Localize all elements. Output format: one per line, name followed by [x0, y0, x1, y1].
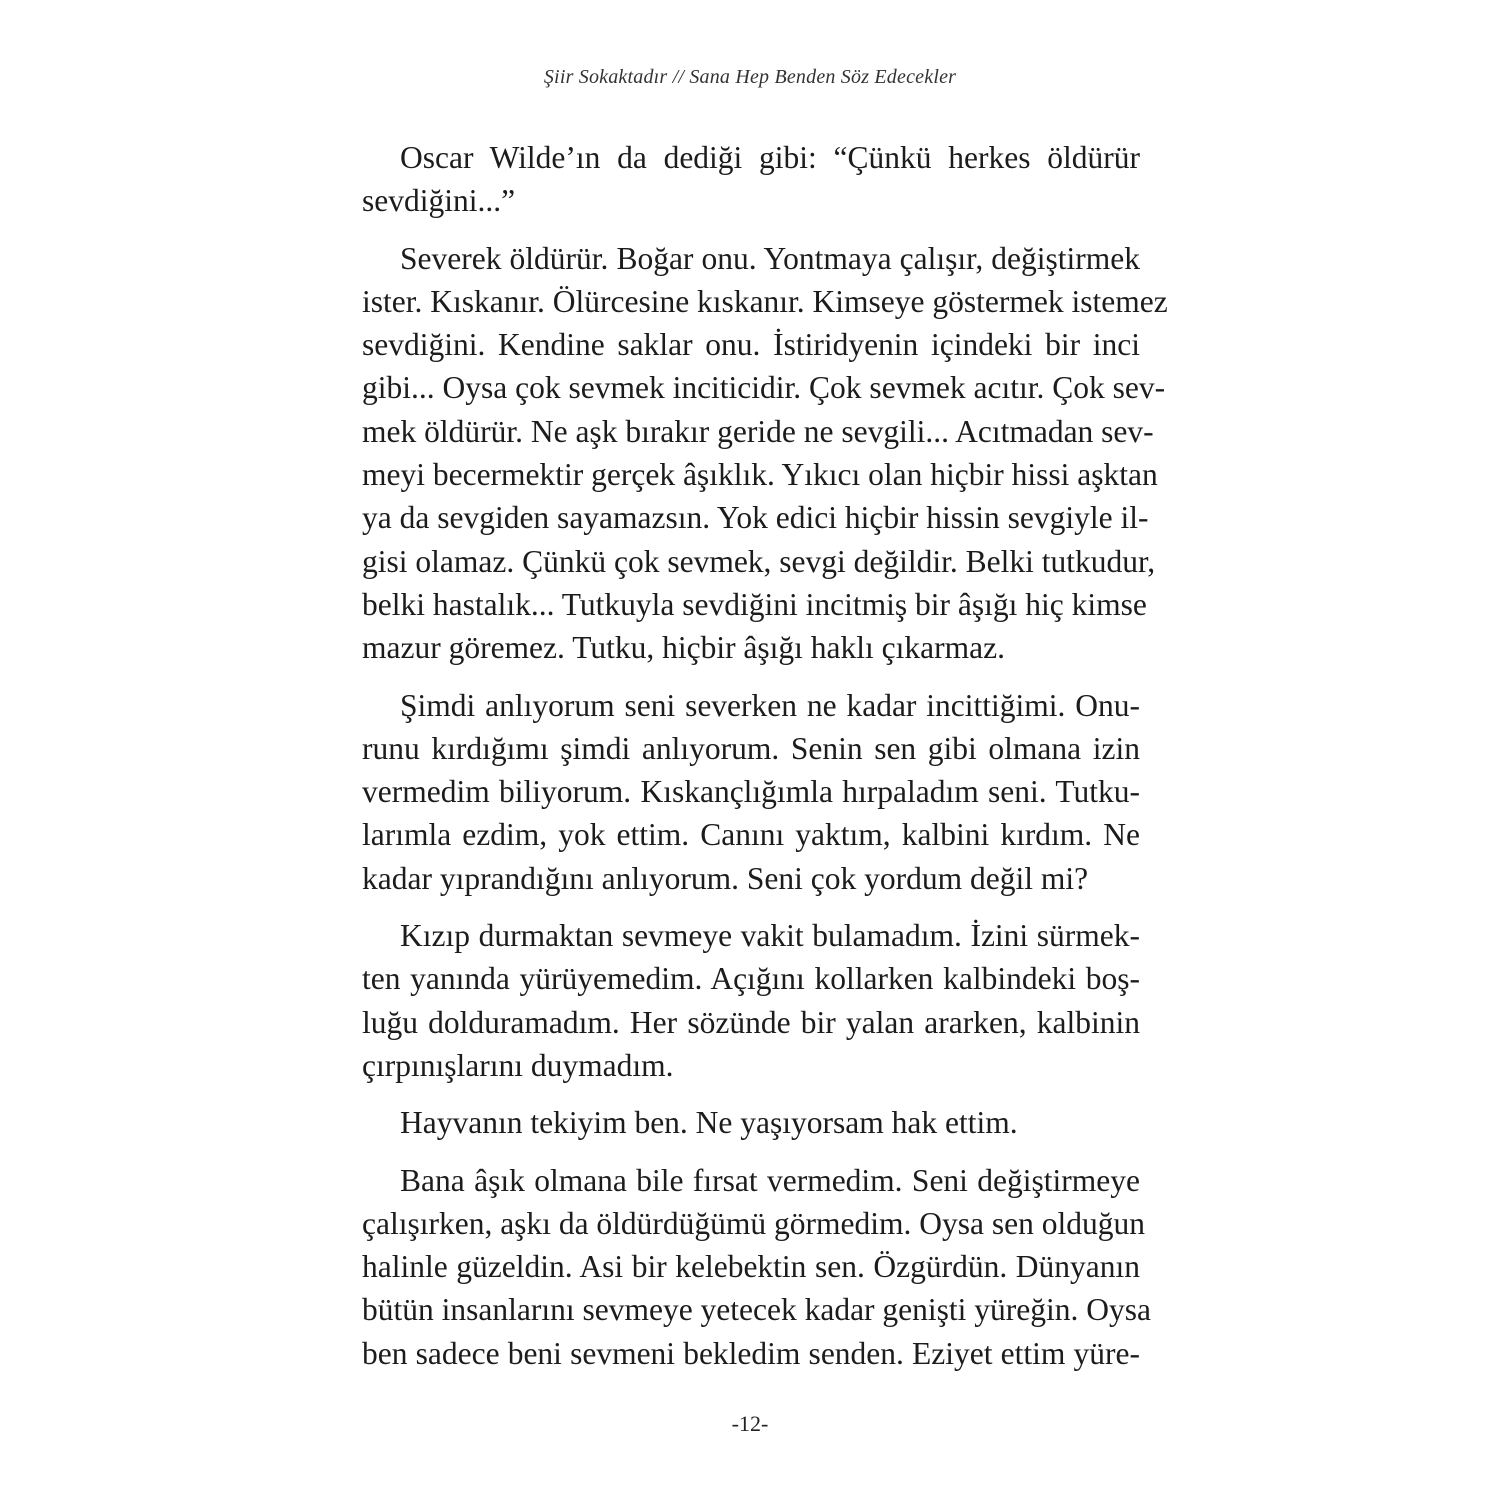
text-line: sevdiğini. Kendine saklar onu. İstiridyenin içindeki bir inci: [362, 327, 1140, 363]
text-line: ister. Kıskanır. Ölürcesine kıskanır. Kimseye göstermek istemez: [362, 283, 1168, 319]
running-header: Şiir Sokaktadır // Sana Hep Benden Söz Edecekler: [543, 66, 957, 88]
text-line: gibi... Oysa çok sevmek inciticidir. Çok sevmek acıtır. Çok sev-: [362, 370, 1166, 406]
text-line: runu kırdığımı şimdi anlıyorum. Senin sen gibi olmana izin: [362, 730, 1140, 766]
paragraph: [362, 914, 1140, 1087]
paragraph: [362, 136, 1140, 223]
text-line: belki hastalık... Tutkuyla sevdiğini incitmiş bir âşığı hiç kimse: [362, 586, 1147, 622]
text-line: meyi becermektir gerçek âşıklık. Yıkıcı olan hiçbir hissi aşktan: [362, 457, 1158, 493]
text-line: ben sadece beni sevmeni bekledim senden. Eziyet ettim yüre-: [362, 1335, 1140, 1371]
text-line: çalışırken, aşkı da öldürdüğümü görmedim. Oysa sen olduğun: [362, 1205, 1145, 1241]
page-number: -12-: [731, 1411, 769, 1436]
text-line: halinle güzeldin. Asi bir kelebektin sen. Özgürdün. Dünyanın: [362, 1249, 1140, 1285]
text-line: Severek öldürür. Boğar onu. Yontmaya çalışır, değiştirmek: [400, 240, 1140, 276]
paragraph: [362, 684, 1140, 900]
text-line: sevdiğini...”: [362, 183, 516, 219]
text-line: kadar yıprandığını anlıyorum. Seni çok yordum değil mi?: [362, 860, 1089, 896]
paragraph: [362, 1101, 1140, 1144]
text-line: Şimdi anlıyorum seni severken ne kadar incittiğimi. Onu-: [400, 687, 1140, 723]
text-line: luğu dolduramadım. Her sözünde bir yalan ararken, kalbinin: [362, 1004, 1140, 1040]
text-line: Kızıp durmaktan sevmeye vakit bulamadım. İzini sürmek-: [400, 918, 1140, 954]
paragraph: [362, 237, 1168, 670]
text-line: mek öldürür. Ne aşk bırakır geride ne sevgili... Acıtmadan sev-: [362, 413, 1154, 449]
text-line: çırpınışlarını duymadım.: [362, 1047, 674, 1083]
paragraph: [362, 1159, 1152, 1375]
text-line: larımla ezdim, yok ettim. Canını yaktım, kalbini kırdım. Ne: [362, 817, 1140, 853]
text-line: vermedim biliyorum. Kıskançlığımla hırpaladım seni. Tutku-: [362, 774, 1140, 810]
text-line: ya da sevgiden sayamazsın. Yok edici hiçbir hissin sevgiyle il-: [362, 500, 1149, 536]
text-line: Oscar Wilde’ın da dediği gibi: “Çünkü herkes öldürür: [400, 140, 1140, 175]
text-line: Bana âşık olmana bile fırsat vermedim. Seni değiştirmeye: [400, 1162, 1140, 1198]
body-text: [362, 136, 1168, 1375]
text-line: Hayvanın tekiyim ben. Ne yaşıyorsam hak ettim.: [400, 1105, 1018, 1141]
text-line: gisi olamaz. Çünkü çok sevmek, sevgi değildir. Belki tutkudur,: [362, 543, 1156, 579]
text-line: bütün insanlarını sevmeye yetecek kadar genişti yüreğin. Oysa: [362, 1292, 1152, 1328]
text-line: mazur göremez. Tutku, hiçbir âşığı haklı çıkarmaz.: [362, 630, 1005, 666]
text-line: ten yanında yürüyemedim. Açığını kollarken kalbindeki boş-: [362, 961, 1140, 997]
